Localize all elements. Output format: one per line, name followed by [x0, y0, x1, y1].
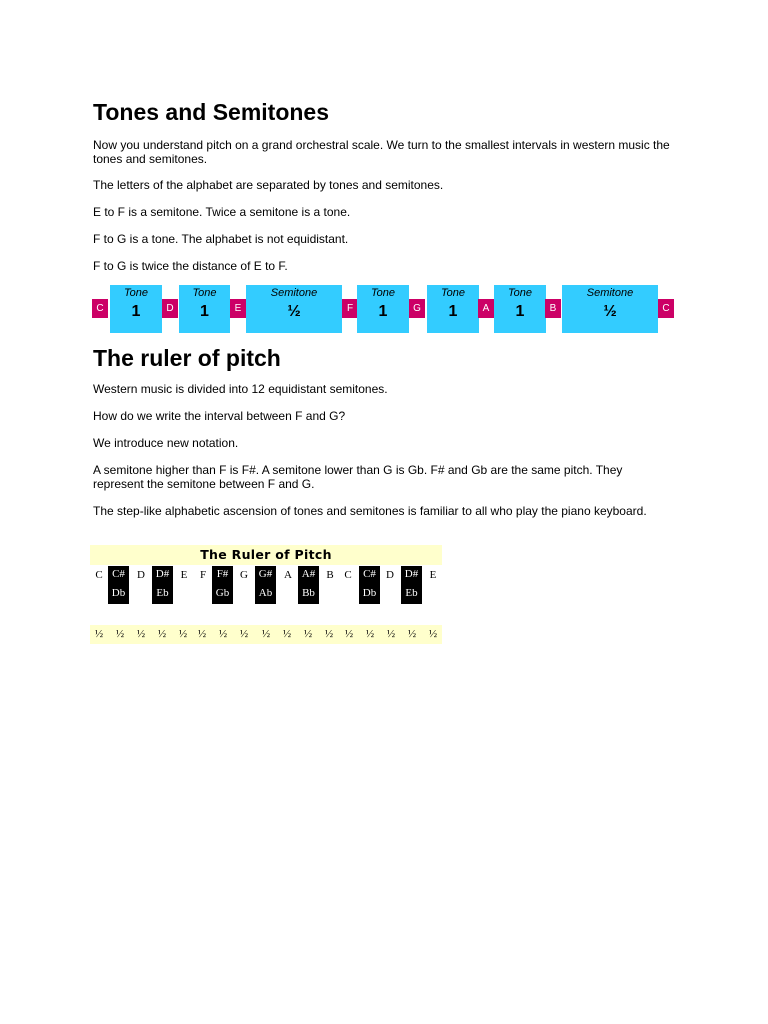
section-title-tones: Tones and Semitones	[93, 99, 330, 125]
half-mark: ½	[115, 628, 125, 640]
interval-box	[427, 285, 479, 333]
interval-label: Tone	[192, 287, 217, 299]
half-mark: ½	[218, 628, 228, 640]
white-key: F	[199, 569, 207, 581]
flat-label: Db	[111, 587, 126, 599]
half-mark: ½	[197, 628, 207, 640]
interval-label: Tone	[370, 287, 396, 299]
sharp-label: D#	[155, 568, 170, 580]
sharp-label: A#	[301, 568, 316, 580]
section-title-ruler: The ruler of pitch	[93, 345, 281, 371]
flat-label: Eb	[405, 587, 418, 599]
black-key	[255, 566, 276, 604]
half-mark: ½	[178, 628, 188, 640]
half-mark: ½	[386, 628, 396, 640]
semitone-halves-row	[90, 625, 442, 644]
half-mark: ½	[136, 628, 146, 640]
half-mark: ½	[365, 628, 375, 640]
sharp-label: F#	[216, 568, 229, 580]
white-key: C	[95, 569, 103, 581]
half-mark: ½	[94, 628, 104, 640]
sharp-label: C#	[363, 568, 376, 580]
white-key: E	[180, 569, 188, 581]
interval-value: 1	[378, 303, 388, 320]
interval-box	[357, 285, 409, 333]
ruler-keys	[90, 566, 442, 606]
note-label: C	[92, 299, 108, 318]
paragraph: Western music is divided into 12 equidistant semitones.	[93, 382, 388, 396]
note-label: D	[162, 299, 178, 318]
paragraph: F to G is a tone. The alphabet is not equidistant.	[93, 232, 349, 246]
note-label: E	[230, 299, 246, 318]
black-key	[108, 566, 129, 604]
interval-box	[110, 285, 162, 333]
note-label: C	[658, 299, 674, 318]
white-key: E	[429, 569, 437, 581]
white-key: C	[344, 569, 352, 581]
black-key	[298, 566, 319, 604]
ruler-title: The Ruler of Pitch	[90, 545, 442, 565]
flat-label: Db	[362, 587, 377, 599]
half-mark: ½	[261, 628, 271, 640]
paragraph: A semitone higher than F is F#. A semitone lower than G is Gb. F# and Gb are the same pitch. They represent the semitone between F and G.	[93, 463, 623, 491]
half-mark: ½	[428, 628, 438, 640]
interval-box	[562, 285, 658, 333]
half-mark: ½	[239, 628, 249, 640]
sharp-label: C#	[112, 568, 125, 580]
sharp-label: D#	[404, 568, 419, 580]
note-label: B	[545, 299, 561, 318]
interval-label: Semitone	[586, 287, 634, 299]
black-key	[359, 566, 380, 604]
white-key: G	[240, 569, 248, 581]
white-key: D	[386, 569, 394, 581]
interval-label: Tone	[440, 287, 466, 299]
note-label: G	[409, 299, 425, 318]
black-key	[401, 566, 422, 604]
interval-value: 1	[200, 303, 209, 320]
interval-label: Tone	[123, 287, 149, 299]
flat-label: Eb	[156, 587, 169, 599]
interval-box	[494, 285, 546, 333]
paragraph: Now you understand pitch on a grand orchestral scale. We turn to the smallest intervals in western music the tones and semitones.	[93, 138, 670, 166]
paragraph: E to F is a semitone. Twice a semitone is a tone.	[93, 205, 351, 219]
half-mark: ½	[407, 628, 417, 640]
paragraph: How do we write the interval between F and G?	[93, 409, 346, 423]
half-mark: ½	[282, 628, 292, 640]
flat-label: Bb	[302, 587, 315, 599]
half-mark: ½	[344, 628, 354, 640]
paragraph: F to G is twice the distance of E to F.	[93, 259, 288, 273]
flat-label: Ab	[258, 587, 273, 599]
interval-box	[246, 285, 342, 333]
interval-value: ½	[603, 303, 617, 320]
interval-label: Tone	[507, 287, 533, 299]
half-mark: ½	[324, 628, 334, 640]
half-mark: ½	[157, 628, 167, 640]
interval-value: ½	[287, 303, 301, 320]
white-key: D	[137, 569, 145, 581]
tone-semitone-strip	[0, 285, 768, 335]
note-label: F	[342, 299, 358, 318]
black-key	[212, 566, 233, 604]
interval-label: Semitone	[270, 287, 318, 299]
white-key: A	[284, 569, 292, 581]
paragraph: The step-like alphabetic ascension of tones and semitones is familiar to all who play the piano keyboard.	[93, 504, 647, 518]
note-label: A	[478, 299, 494, 318]
white-key: B	[326, 569, 334, 581]
paragraph: The letters of the alphabet are separated by tones and semitones.	[93, 178, 444, 192]
paragraph: We introduce new notation.	[93, 436, 239, 450]
interval-box	[179, 285, 230, 333]
black-key	[152, 566, 173, 604]
interval-value: 1	[131, 303, 141, 320]
sharp-label: G#	[258, 568, 273, 580]
flat-label: Gb	[215, 587, 230, 599]
half-mark: ½	[303, 628, 313, 640]
interval-value: 1	[515, 303, 525, 320]
interval-value: 1	[448, 303, 458, 320]
